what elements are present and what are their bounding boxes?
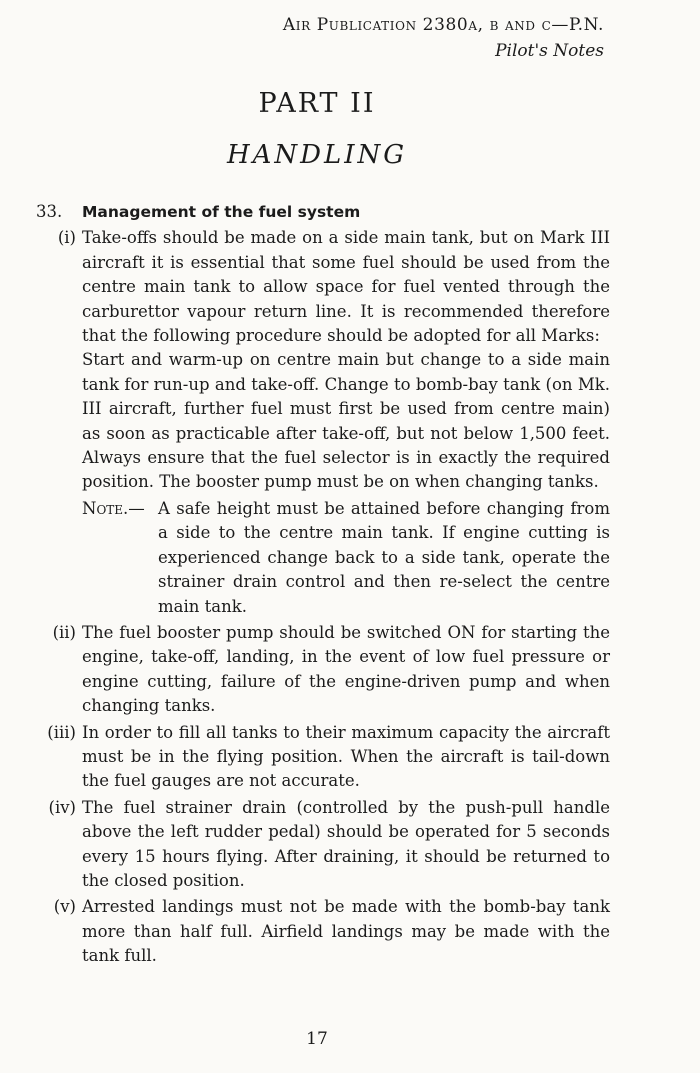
item-text: Arrested landings must not be made with the bomb-bay tank more than half full. Airfield landings may be made with the tank full. — [82, 897, 610, 966]
item-text: In order to fill all tanks to their maximum capacity the aircraft must be in the flying position. When the aircraft is tail-down the fuel gauges are not accurate. — [82, 722, 610, 791]
list-item-iii — [36, 721, 610, 794]
paragraph-title: Management of the fuel system — [82, 203, 361, 221]
item-marker: (ii) — [52, 622, 76, 642]
publication-reference: Air Publication 2380a, b and c—P.N. — [282, 15, 604, 35]
item-marker: (i) — [57, 228, 76, 248]
list-item-v — [36, 895, 610, 968]
paragraph-heading — [36, 200, 610, 224]
item-text: Take-offs should be made on a side main tank, but on Mark III aircraft it is essential that some fuel should be used from the centre main tank to allow space for fuel vented through the carburettor vapour return line. It is recommended therefore that the following procedure should be adopted for all Marks: — [82, 228, 610, 346]
part-heading: PART II — [258, 88, 376, 119]
list-item-iv — [36, 796, 610, 894]
item-marker: (iv) — [48, 797, 76, 817]
item-marker: (v) — [53, 897, 76, 917]
note — [82, 497, 610, 619]
note-label: Note.— — [82, 498, 145, 518]
item-continuation: Start and warm-up on centre main but change to a side main tank for run-up and take-off. Change to bomb-bay tank (on Mk. III aircraft, further fuel must first be used from centre main) as soon as practicable after take-off, but not below 1,500 feet. Always ensure that the fuel selector is in exactly the required position. The booster pump must be on when changing tanks. — [82, 350, 610, 492]
item-marker: (iii) — [47, 722, 76, 742]
page-number: 17 — [306, 1029, 328, 1049]
paragraph-number: 33. — [36, 202, 63, 221]
publication-subtitle: Pilot's Notes — [495, 41, 604, 61]
section-heading: HANDLING — [226, 140, 408, 170]
list-item-i — [36, 226, 610, 619]
item-text: The fuel booster pump should be switched ON for starting the engine, take-off, landing, in the event of low fuel pressure or engine cutting, failure of the engine-driven pump and when changing tanks. — [82, 622, 610, 716]
running-header — [283, 12, 604, 64]
note-text: A safe height must be attained before changing from a side to the centre main tank. If engine cutting is experienced change back to a side tank, operate the strainer drain control and then re-select the centre main tank. — [158, 498, 610, 616]
list-item-ii — [36, 621, 610, 719]
item-text: The fuel strainer drain (controlled by the push-pull handle above the left rudder pedal) should be operated for 5 seconds every 15 hours flying. After draining, it should be returned to the closed position. — [82, 797, 610, 890]
body-text — [36, 200, 610, 971]
